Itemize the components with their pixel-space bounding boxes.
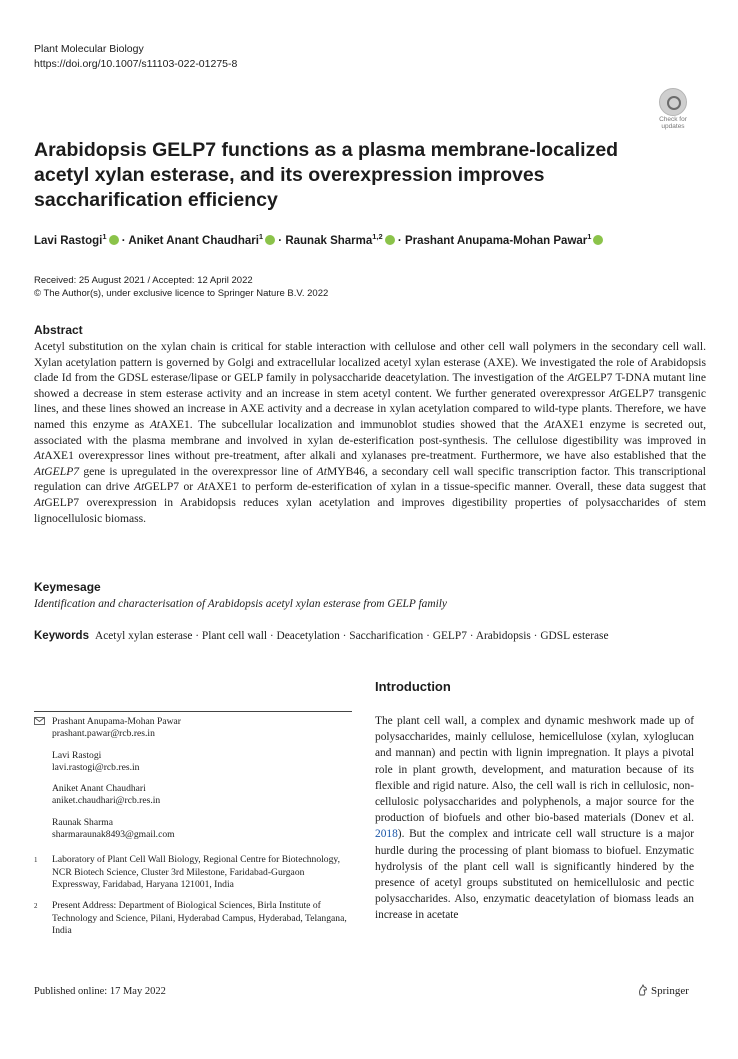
author[interactable]: Aniket Anant Chaudhari$^1$ — [128, 235, 275, 247]
publisher-name: Springer — [651, 985, 689, 997]
journal-header — [34, 42, 237, 72]
affiliation — [34, 900, 352, 937]
copyright: © The Author(s), under exclusive licence to Springer Nature B.V. 2022 — [34, 288, 329, 299]
divider — [34, 711, 352, 712]
author[interactable]: Prashant Anupama-Mohan Pawar$^1$ — [405, 235, 604, 247]
publisher-logo — [637, 984, 689, 997]
affiliation-text: Laboratory of Plant Cell Wall Biology, Regional Centre for Biotechnology, NCR Biotech Science, Cluster 3rd Milestone, Faridabad-Gurgaon Expressway, Faridabad, Haryana 121001, India — [52, 854, 340, 890]
author-list: Lavi Rastogi$^1$ · Aniket Anant Chaudhari$^1$ · Raunak Sharma$^{1,2}$ · Prashant Anupama-Mohan Pawar$^1$ — [34, 232, 603, 247]
correspondence-block — [34, 716, 352, 946]
keywords-list: Acetyl xylan esterase · Plant cell wall · Deacetylation · Saccharification · GELP7 · Arabidopsis · GDSL esterase — [94, 630, 609, 642]
orcid-icon[interactable] — [109, 235, 119, 245]
doi-link[interactable]: https://doi.org/10.1007/s11103-022-01275-8 — [34, 58, 238, 70]
contact-name: Lavi Rastogi — [52, 749, 102, 761]
affiliation-mark: 1 — [34, 856, 38, 865]
introduction-text: The plant cell wall, a complex and dynamic meshwork made up of polysaccharides, mainly cellulose, hemicellulose (xylan, xyloglucan and mannan) and pectin with lignin impregnation. It plays a pivotal role in plant growth, development, and maturation because of its flexible and rigid nature. Also, the cell wall is rich in cellulosic, non-cellulosic polysaccharides and polyphenols, a major source for the production of biofuels and other bio-based materials (Donev et al. 2018). But the complex and intricate cell wall structure is a major hurdle during the processing of plant biomass to biofuel. Enzymatic hydrolysis of the plant cell wall is significantly hindered by the presence of acetyl groups substituted on hemicellulosic and pectic polysaccharides. Also, enzymatic deacetylation of biomass leads an increase in acetate — [375, 715, 694, 922]
orcid-icon[interactable] — [593, 235, 603, 245]
contact-email[interactable]: prashant.pawar@rcb.res.in — [52, 728, 155, 740]
envelope-icon — [34, 717, 45, 725]
abstract-heading: Abstract — [34, 323, 83, 337]
received-accepted: Received: 25 August 2021 / Accepted: 12 April 2022 — [34, 275, 253, 286]
contact-email[interactable]: aniket.chaudhari@rcb.res.in — [52, 795, 161, 807]
contact-entry — [34, 783, 352, 808]
keymessage-heading: Keymesage — [34, 580, 101, 594]
paper-title: Arabidopsis GELP7 functions as a plasma membrane-localized acetyl xylan esterase, and its overexpression improves saccharification efficiency — [34, 139, 619, 211]
contact-name: Raunak Sharma — [52, 816, 114, 828]
article-dates — [34, 274, 328, 300]
contact-name: Prashant Anupama-Mohan Pawar — [52, 716, 181, 727]
contact-email[interactable]: lavi.rastogi@rcb.res.in — [52, 761, 140, 773]
author[interactable]: Lavi Rastogi$^1$ — [34, 235, 119, 247]
check-updates-line2: updates — [661, 122, 685, 130]
keywords — [34, 630, 609, 642]
citation-link[interactable]: 2018 — [375, 828, 398, 841]
check-updates-icon — [659, 88, 687, 116]
contact-entry — [34, 716, 352, 741]
journal-name: Plant Molecular Biology — [34, 43, 144, 55]
affiliation — [34, 854, 352, 891]
affiliation-text: Present Address: Department of Biological Sciences, Birla Institute of Technology and Science, Pilani, Hyderabad Campus, Hyderabad, Telangana, India — [52, 900, 347, 936]
contact-entry — [34, 817, 352, 842]
check-for-updates-badge[interactable] — [652, 88, 694, 128]
abstract-text: Acetyl substitution on the xylan chain is critical for stable interaction with cellulose and other cell wall polymers in the secondary cell wall. Xylan acetylation pattern is governed by Golgi and extracellular localized acetyl xylan esterase (AXE). We investigated the role of Arabidopsis clade Id from the GDSL esterase/lipase or GELP family in polysaccharide deacetylation. The investigation of the AtGELP7 T-DNA mutant line showed a decrease in stem esterase activity and an increase in stem acetyl content. We further generated overexpressor AtGELP7 transgenic lines, and these lines showed an increase in AXE activity and a decrease in xylan acetylation compared to wild-type plants. Therefore, we have named this enzyme as AtAXE1. The subcellular localization and immunoblot studies showed that the AtAXE1 enzyme is secreted out, associated with the plasma membrane and involved in xylan de-esterification post-synthesis. The cellulose digestibility was improved in AtAXE1 overexpressor lines without pre-treatment, after alkali and xylanases pre-treatment. Furthermore, we have also established that the AtGELP7 gene is upregulated in the overexpressor line of AtMYB46, a secondary cell wall specific transcription factor. This transcriptional regulation can drive AtGELP7 or AtAXE1 to perform de-esterification of xylan in a tissue-specific manner. Overall, these data suggest that AtGELP7 overexpression in Arabidopsis reduces xylan acetylation and improves digestibility properties of polysaccharides of stem lignocellulosic biomass. — [34, 340, 707, 525]
contact-entry — [34, 750, 352, 775]
author[interactable]: Raunak Sharma$^{1,2}$ — [285, 235, 394, 247]
orcid-icon[interactable] — [385, 235, 395, 245]
springer-horse-icon — [637, 984, 649, 996]
affiliation-mark: 2 — [34, 902, 38, 911]
keymessage-text: Identification and characterisation of Arabidopsis acetyl xylan esterase from GELP family — [34, 598, 447, 610]
keywords-label: Keywords — [34, 630, 89, 642]
introduction-heading: Introduction — [375, 679, 451, 694]
check-updates-line1: Check for — [659, 116, 687, 123]
contact-name: Aniket Anant Chaudhari — [52, 783, 146, 795]
orcid-icon[interactable] — [265, 235, 275, 245]
published-date: Published online: 17 May 2022 — [34, 986, 166, 997]
contact-email[interactable]: sharmaraunak8493@gmail.com — [52, 829, 175, 841]
